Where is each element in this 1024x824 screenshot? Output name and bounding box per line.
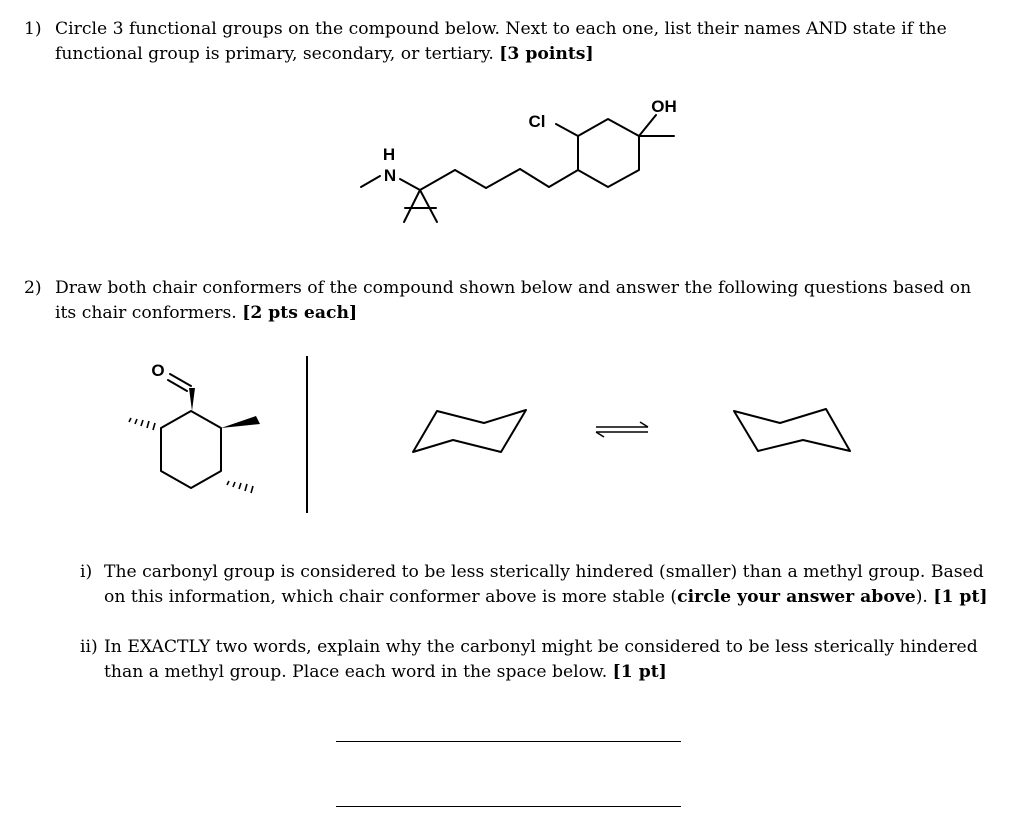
wedge-bond-aldehyde bbox=[189, 388, 195, 411]
label-n: N bbox=[383, 166, 397, 185]
label-h: H bbox=[382, 145, 396, 164]
tbutyl-methyl-1 bbox=[404, 190, 420, 222]
cl-bond bbox=[556, 124, 578, 136]
hash-bond-upper-left bbox=[129, 418, 155, 430]
question-2i-points: [1 pt] bbox=[933, 587, 988, 607]
chair-template-1 bbox=[413, 410, 526, 452]
structure-1 bbox=[361, 115, 674, 222]
question-2ii-text: In EXACTLY two words, explain why the carbonyl might be considered to be less sterically hindered than a methyl group. Place each word in the space below. bbox=[104, 637, 978, 682]
cyclohexane-ring-2 bbox=[161, 411, 221, 488]
chain-bond-5 bbox=[549, 170, 578, 187]
question-1-points: [3 points] bbox=[499, 44, 594, 64]
question-2-text: Draw both chair conformers of the compound shown below and answer the following questions based on its chair conformers. bbox=[55, 278, 972, 323]
n-methyl-bond bbox=[361, 176, 380, 187]
chain-bond-1 bbox=[420, 170, 455, 190]
chair-template-2 bbox=[734, 409, 850, 451]
question-2-number: 2) bbox=[24, 278, 42, 298]
cyclohexane-ring-1 bbox=[578, 119, 639, 187]
question-1-text: Circle 3 functional groups on the compound below. Next to each one, list their names AND state if the functional group is primary, secondary, or tertiary. bbox=[55, 19, 947, 64]
oh-bond bbox=[639, 115, 656, 136]
question-2i-text-a: The carbonyl group is considered to be less sterically hindered (smaller) than a methyl group. Based on this information, which chair conformer above is more stable ( bbox=[104, 562, 984, 607]
carbonyl-double-bond-a bbox=[170, 374, 191, 386]
question-2i-emphasis: circle your answer above bbox=[677, 587, 916, 607]
n-carbon-bond bbox=[400, 179, 420, 190]
question-1-number: 1) bbox=[24, 19, 42, 39]
chain-bond-4 bbox=[520, 169, 549, 187]
hash-bond-lower-right bbox=[227, 481, 253, 493]
question-2i-number: i) bbox=[80, 562, 93, 582]
chain-bond-3 bbox=[486, 169, 520, 188]
equilibrium-arrows bbox=[596, 422, 648, 437]
question-2ii-points: [1 pt] bbox=[612, 662, 667, 682]
chain-bond-2 bbox=[455, 170, 486, 188]
wedge-bond-methyl bbox=[221, 416, 260, 428]
question-2-points: [2 pts each] bbox=[242, 303, 358, 323]
question-2ii-number: ii) bbox=[80, 637, 98, 657]
question-2i-text-b: ). bbox=[915, 587, 928, 607]
label-cl: Cl bbox=[528, 112, 546, 131]
label-oh: OH bbox=[651, 97, 677, 116]
tbutyl-methyl-2 bbox=[420, 190, 437, 222]
label-o: O bbox=[151, 361, 165, 380]
